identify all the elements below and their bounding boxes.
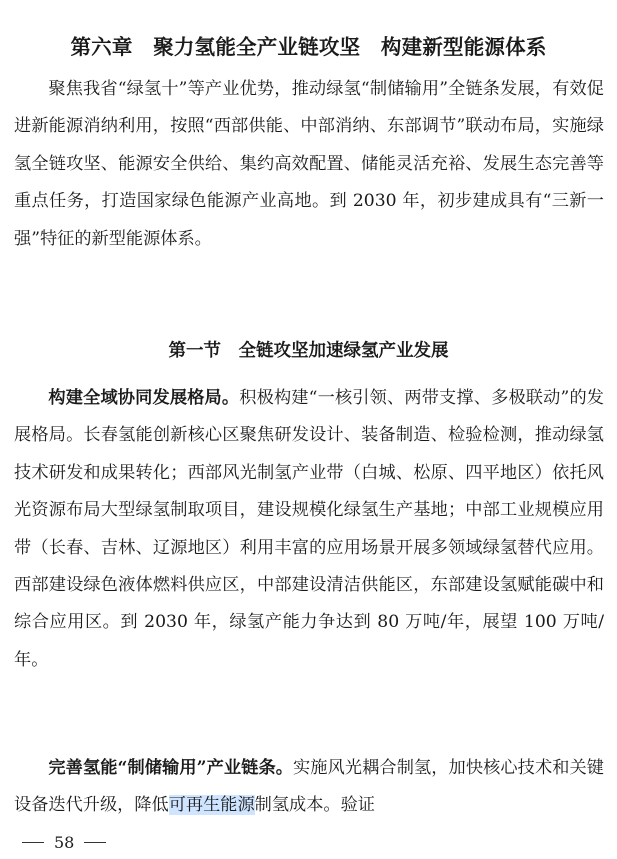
page-footer	[22, 833, 106, 852]
paragraph-text-tail: 制氢成本。验证	[254, 795, 375, 816]
paragraph-text: 积极构建“一核引领、两带支撑、多极联动”的发展格局。长春氢能创新核心区聚焦研发设计、装备制造、检验检测，推动绿氢技术研发和成果转化；西部风光制氢产业带（白城、松原、四平地区）依托风光资源布局大型绿氢制取项目，建设规模化绿氢生产基地；中部工业规模应用带（长春、吉林、辽源地区）利用丰富的应用场景开展多领域绿氢替代应用。西部建设绿色液体燃料供应区，中部建设清洁供能区，东部建设氢赋能碳中和综合应用区。到 2030 年，绿氢产能力争达到 80 万吨/年，展望 100 万吨/年。	[14, 388, 604, 670]
section-title: 第一节 全链攻坚加速绿氢产业发展	[168, 341, 449, 361]
intro-text: 聚焦我省“绿氢十”等产业优势，推动绿氢“制储输用”全链条发展，有效促进新能源消纳利用，按照“西部供能、中部消纳、东部调节”联动布局，实施绿氢全链攻坚、能源安全供给、集约高效配置、储能灵活充裕、发展生态完善等重点任务，打造国家绿色能源产业高地。到 2030 年，初步建成具有“三新一强”特征的新型能源体系。	[14, 79, 604, 249]
paragraph-layout	[14, 380, 604, 679]
chapter-title: 第六章 聚力氢能全产业链攻坚 构建新型能源体系	[70, 35, 547, 59]
footer-dash-right	[84, 842, 106, 843]
paragraph-lead: 构建全域协同发展格局。	[48, 388, 240, 408]
text-selection-highlight[interactable]: 可再生能源	[168, 795, 255, 816]
paragraph-text: 实施风光耦合制氢，加快核心技术和关键设备迭代升级，降低	[14, 758, 604, 816]
paragraph-industry-chain	[14, 750, 604, 825]
paragraph-lead: 完善氢能“制储输用”产业链条。	[48, 758, 294, 778]
page-number: 58	[54, 833, 75, 852]
intro-paragraph	[14, 71, 604, 258]
footer-dash-left	[22, 842, 44, 843]
